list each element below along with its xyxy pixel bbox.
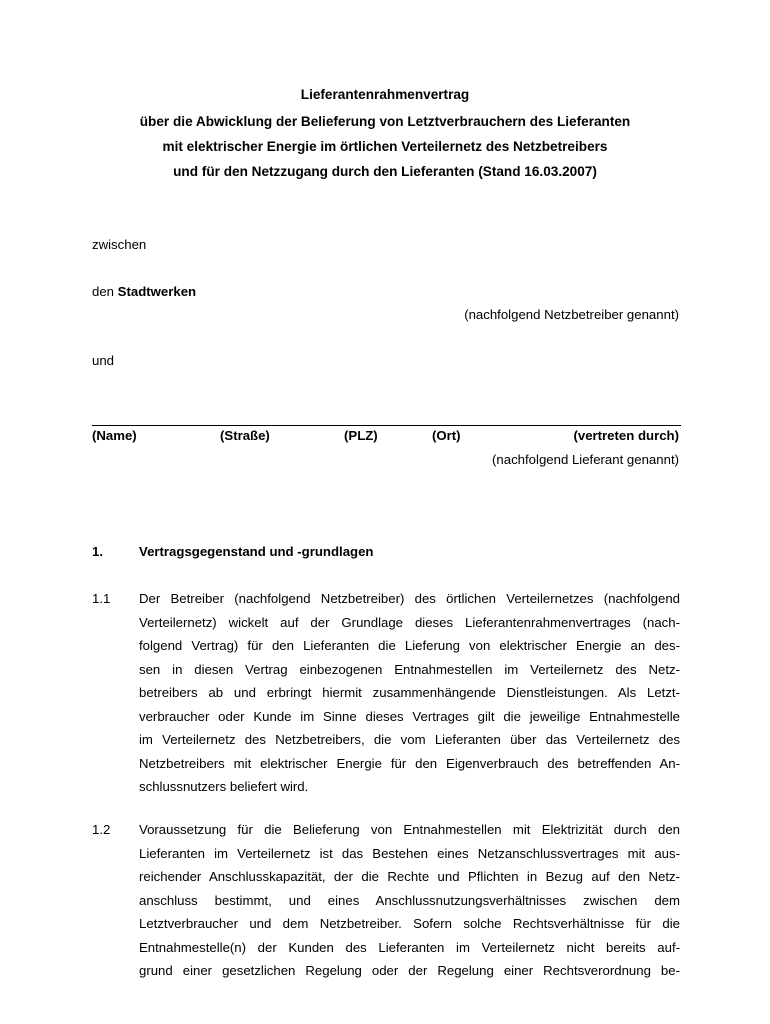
- clause-1-2-number: 1.2: [92, 822, 111, 837]
- signature-line: [92, 425, 681, 426]
- document-subtitle-line-2: mit elektrischer Energie im örtlichen Verteilernetz des Netzbetreibers: [162, 139, 608, 154]
- clause-1-1-number: 1.1: [92, 591, 111, 606]
- clause-1-1-line: Netzbetreibers mit elektrischer Energie für den Eigenverbrauch des betreffenden An-: [139, 755, 680, 771]
- and-label: und: [92, 353, 115, 368]
- party-1-prefix: den: [92, 284, 118, 299]
- clause-1-1-line: Verteilernetz) wickelt auf der Grundlage dieses Lieferantenrahmenvertrages (nach-: [139, 614, 680, 630]
- clause-1-1-line: folgend Vertrag) für den Lieferanten die Lieferung von elektrischer Energie an des-: [139, 638, 680, 653]
- party-1-name: Stadtwerken: [117, 284, 197, 299]
- document-title: Lieferantenrahmenvertrag: [300, 87, 470, 102]
- clause-1-1-line: verbraucher oder Kunde im Sinne dieses Vertrages gilt die jeweilige Entnahmestelle: [139, 708, 680, 724]
- clause-1-1-line: schlussnutzers beliefert wird.: [139, 779, 309, 794]
- document-subtitle-line-1: über die Abwicklung der Belieferung von Letztverbrauchern des Lieferanten: [139, 114, 631, 129]
- clause-1-2-line: Lieferanten im Verteilernetz ist das Bestehen eines Netzanschlussvertrages mit aus-: [139, 845, 680, 861]
- party-1: [92, 284, 196, 299]
- party-2-zip-field: (PLZ): [344, 428, 378, 443]
- clause-1-1-line: sen in diesen Vertrag einbezogenen Entnahmestellen im Verteilernetz des Netz-: [139, 661, 680, 677]
- clause-1-2-line: anschluss bestimmt, und eines Anschlussnutzungsverhältnisses zwischen dem: [139, 892, 680, 908]
- clause-1-2-line: Voraussetzung für die Belieferung von Entnahmestellen mit Elektrizität durch den: [139, 822, 680, 837]
- section-1-number: 1.: [92, 544, 103, 559]
- clause-1-1-line: im Verteilernetz des Netzbetreibers, die vom Lieferanten über das Verteilernetz des: [139, 732, 680, 747]
- document-subtitle-line-3: und für den Netzzugang durch den Lieferanten (Stand 16.03.2007): [173, 164, 597, 179]
- clause-1-2-line: Letztverbraucher und dem Netzbetreiber. Sofern solche Rechtsverhältnisse für die: [139, 916, 680, 931]
- party-2-name-field: (Name): [92, 428, 137, 443]
- party-1-note: (nachfolgend Netzbetreiber genannt): [464, 307, 679, 322]
- party-2-city-field: (Ort): [432, 428, 461, 443]
- section-1-heading: Vertragsgegenstand und -grundlagen: [139, 544, 374, 559]
- clause-1-2-line: reichender Anschlusskapazität, der die Rechte und Pflichten in Bezug auf den Netz-: [139, 869, 680, 884]
- clause-1-2-text: [139, 818, 680, 983]
- party-2-note: (nachfolgend Lieferant genannt): [492, 452, 679, 467]
- between-label: zwischen: [92, 237, 147, 252]
- clause-1-2-line: Entnahmestelle(n) der Kunden des Lieferanten im Verteilernetz nicht bereits auf-: [139, 939, 680, 955]
- clause-1-1-line: Der Betreiber (nachfolgend Netzbetreiber) des örtlichen Verteilernetzes (nachfolgend: [139, 591, 680, 606]
- clause-1-1-text: [139, 587, 680, 799]
- clause-1-2-line: grund einer gesetzlichen Regelung oder der Regelung einer Rechtsverordnung be-: [139, 963, 680, 978]
- party-2-street-field: (Straße): [220, 428, 270, 443]
- party-2-represented-by-field: (vertreten durch): [573, 428, 679, 443]
- clause-1-1-line: betreibers ab und erbringt hiermit zusammenhängende Dienstleistungen. Als Letzt-: [139, 685, 680, 700]
